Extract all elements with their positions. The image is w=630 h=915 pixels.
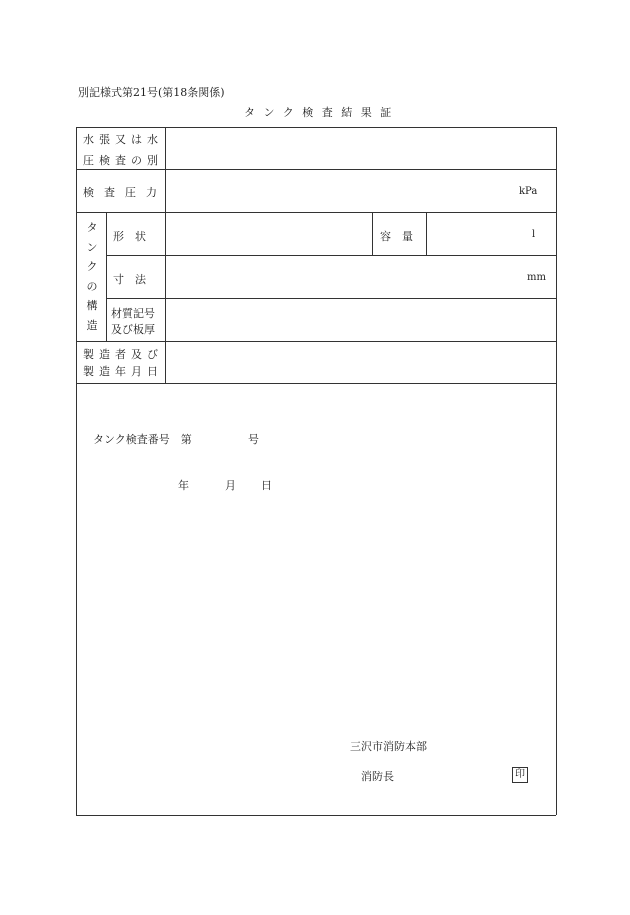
dimension-label: 寸 法 (113, 273, 146, 286)
inspection-number-suffix: 号 (248, 433, 259, 446)
form-number-note: 別記様式第21号(第18条関係) (78, 86, 225, 99)
capacity-unit: l (532, 229, 536, 240)
date-day-label: 日 (261, 479, 272, 492)
seal-mark: 印 (512, 767, 528, 783)
shape-label: 形 状 (113, 230, 146, 243)
dimension-unit: mm (527, 272, 546, 283)
inspection-number-prefix: タンク検査番号 第 (93, 433, 192, 446)
manufacturer-label-line2: 製造年月日 (83, 365, 163, 378)
pressure-unit: kPa (519, 186, 538, 197)
test-pressure-label: 検査圧力 (83, 186, 167, 199)
inspection-type-label-line2: 圧検査の別 (83, 154, 163, 167)
date-year-label: 年 (178, 479, 189, 492)
tank-structure-char: ン (86, 240, 98, 254)
issuer-name: 三沢市消防本部 (350, 740, 427, 753)
tank-structure-char: 造 (86, 318, 98, 332)
tank-structure-char: タ (86, 221, 98, 235)
capacity-label: 容 量 (380, 230, 413, 243)
material-label-line2: 及び板厚 (111, 323, 155, 336)
tank-structure-char: 構 (86, 299, 98, 313)
tank-structure-char: ク (86, 260, 98, 274)
inspection-type-label-line1: 水張又は水 (83, 133, 163, 146)
material-label-line1: 材質記号 (111, 307, 155, 320)
document-title: タンク検査結果証 (244, 106, 400, 119)
fire-chief-title: 消防長 (361, 770, 394, 783)
manufacturer-label-line1: 製造者及び (83, 348, 163, 361)
tank-structure-label (78, 214, 106, 339)
tank-structure-char: の (86, 279, 98, 293)
date-month-label: 月 (225, 479, 236, 492)
